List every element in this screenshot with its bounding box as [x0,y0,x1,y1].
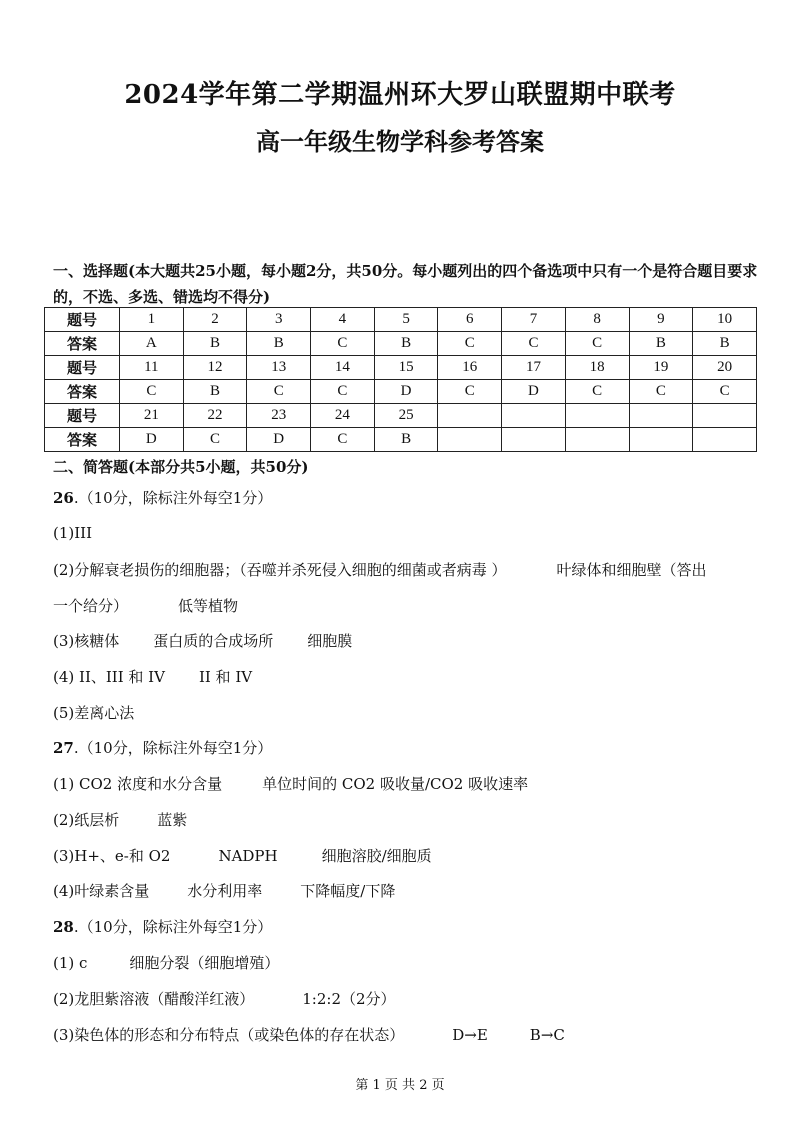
table-cell: 8 [565,308,629,332]
section2-heading: 二、简答题(本部分共5小题，共50分) [53,458,309,476]
q27-a2-part1: (2)纸层析 [53,811,120,829]
table-cell: 21 [120,404,184,428]
table-cell: 11 [120,356,184,380]
q27-a3-part3: 细胞溶胶/细胞质 [321,847,432,865]
table-cell: 1 [120,308,184,332]
table-cell [629,404,693,428]
table-cell: B [374,428,438,452]
table-cell: 14 [311,356,375,380]
table-cell: D [502,380,566,404]
table-cell [502,404,566,428]
q27-answer-1 [53,773,528,794]
table-cell [502,428,566,452]
table-cell: 4 [311,308,375,332]
q26-a2-part1: (2)分解衰老损伤的细胞器；（吞噬并杀死侵入细胞的细菌或者病毒 ） [53,561,507,579]
q28-number: 28 [53,918,74,936]
table-cell: 9 [629,308,693,332]
row-label: 题号 [45,356,120,380]
q28-a2-part2: 1:2:2（2分） [302,990,396,1008]
q26-answer-5: (5)差离心法 [53,704,135,722]
q26-a2-part2: 叶绿体和细胞壁（答出 [556,561,707,579]
table-cell: 7 [502,308,566,332]
q27-a2-part2: 蓝紫 [157,811,188,829]
table-cell [693,404,757,428]
table-cell: C [565,380,629,404]
q26-heading [53,487,272,508]
table-cell: C [693,380,757,404]
table-cell: 24 [311,404,375,428]
q26-answer-2 [53,559,707,580]
table-cell: 5 [374,308,438,332]
table-cell: C [311,428,375,452]
q27-a4-part3: 下降幅度/下降 [300,882,396,900]
table-cell: 19 [629,356,693,380]
table-cell: C [438,332,502,356]
q28-heading [53,916,272,937]
q26-number: 26 [53,489,74,507]
table-cell: 23 [247,404,311,428]
table-cell: 3 [247,308,311,332]
answer-table-row [45,380,757,404]
q26-a2-part3: 一个给分） [53,597,129,615]
q27-answer-3 [53,845,432,866]
table-cell: B [374,332,438,356]
table-cell [693,428,757,452]
answer-table-row [45,428,757,452]
q26-answer-1: (1)III [53,524,93,542]
table-cell: 20 [693,356,757,380]
q26-a4-part2: II 和 IV [198,668,253,686]
answer-table-row [45,356,757,380]
table-cell: B [629,332,693,356]
answer-table-row [45,308,757,332]
q27-a4-part1: (4)叶绿素含量 [53,882,150,900]
row-label: 题号 [45,308,120,332]
table-cell: 25 [374,404,438,428]
q27-a3-part2: NADPH [218,847,278,865]
q26-a3-part2: 蛋白质的合成场所 [153,632,274,650]
table-cell [565,428,629,452]
table-cell: 10 [693,308,757,332]
q28-answer-2 [53,988,396,1009]
q27-a4-part2: 水分利用率 [187,882,263,900]
document-title: 2024学年第二学期温州环大罗山联盟期中联考 [124,80,676,110]
table-cell: 22 [183,404,247,428]
document-subtitle: 高一年级生物学科参考答案 [256,127,544,156]
table-cell: B [247,332,311,356]
table-cell: A [120,332,184,356]
q26-answer-3 [53,630,352,651]
q26-a3-part1: (3)核糖体 [53,632,120,650]
table-cell [565,404,629,428]
q28-a2-part1: (2)龙胆紫溶液（醋酸洋红液） [53,990,255,1008]
table-cell: C [438,380,502,404]
table-cell: D [247,428,311,452]
q28-a3-part3: B→C [529,1026,565,1044]
q27-a1-part1: (1) CO2 浓度和水分含量 [53,775,223,793]
table-cell: 15 [374,356,438,380]
table-cell: B [183,380,247,404]
q28-answer-1 [53,952,279,973]
q28-a3-part2: D→E [452,1026,488,1044]
table-cell: B [183,332,247,356]
table-cell: C [183,428,247,452]
table-cell [438,404,502,428]
q27-a1-part2: 单位时间的 CO2 吸收量/CO2 吸收速率 [262,775,529,793]
q26-a2-part4: 低等植物 [178,597,239,615]
answer-table-row [45,332,757,356]
section1-heading: 一、选择题(本大题共25小题，每小题2分，共50分。每小题列出的四个备选项中只有一个是符合题目要求的，不选、多选、错选均不得分) [53,262,758,306]
q27-answer-2 [53,809,187,830]
q26-a4-part1: (4) II、III 和 IV [53,668,165,686]
table-cell: 16 [438,356,502,380]
table-cell [629,428,693,452]
row-label: 答案 [45,332,120,356]
table-cell: C [311,332,375,356]
row-label: 答案 [45,380,120,404]
answer-table [44,307,757,452]
table-cell: 12 [183,356,247,380]
page-footer: 第 1 页 共 2 页 [355,1078,445,1093]
q28-answer-3 [53,1024,565,1045]
table-cell: 6 [438,308,502,332]
table-cell: D [374,380,438,404]
table-cell: C [502,332,566,356]
table-cell: C [311,380,375,404]
table-cell: 17 [502,356,566,380]
q27-heading [53,737,272,758]
q26-answer-2-cont [53,595,238,616]
q27-a3-part1: (3)H+、e-和 O2 [53,847,171,865]
q28-a3-part1: (3)染色体的形态和分布特点（或染色体的存在状态） [53,1026,405,1044]
table-cell: B [693,332,757,356]
table-cell: D [120,428,184,452]
row-label: 答案 [45,428,120,452]
q27-answer-4 [53,880,395,901]
table-cell: 13 [247,356,311,380]
q27-number: 27 [53,739,74,757]
table-cell: C [629,380,693,404]
answer-table-row [45,404,757,428]
row-label: 题号 [45,404,120,428]
q26-note: .（10分，除标注外每空1分） [73,489,273,507]
table-cell: C [565,332,629,356]
table-cell: C [247,380,311,404]
q26-a3-part3: 细胞膜 [307,632,353,650]
q26-answer-4 [53,666,252,687]
q28-a1-part2: 细胞分裂（细胞增殖） [129,954,280,972]
q27-note: .（10分，除标注外每空1分） [73,739,273,757]
q28-a1-part1: (1) c [53,954,88,972]
table-cell [438,428,502,452]
table-cell: 18 [565,356,629,380]
table-cell: 2 [183,308,247,332]
q28-note: .（10分，除标注外每空1分） [73,918,273,936]
table-cell: C [120,380,184,404]
